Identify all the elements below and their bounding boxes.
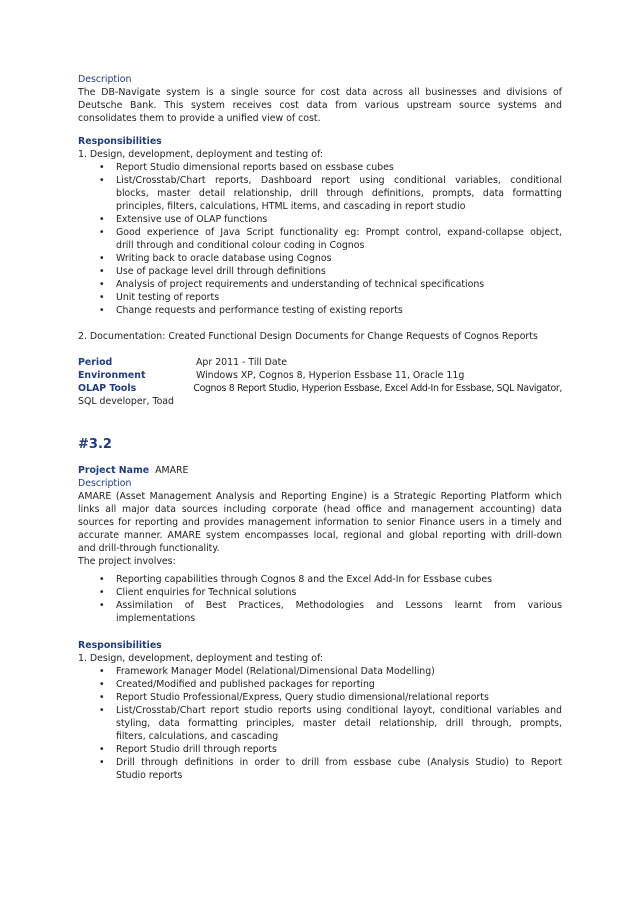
description-heading: Description bbox=[78, 74, 132, 85]
description-line: AMARE (Asset Management Analysis and Reporting Engine) is a Strategic Reporting Platform which bbox=[78, 491, 562, 502]
environment-label: Environment bbox=[78, 370, 146, 381]
section-heading: #3.2 bbox=[78, 437, 112, 452]
period-row bbox=[78, 356, 562, 369]
list-item: • Writing back to oracle database using Cognos bbox=[99, 253, 332, 264]
list-item: • Drill through definitions in order to drill from essbase cube (Analysis Studio) to Report Studio reports bbox=[99, 757, 562, 781]
list-item: • Assimilation of Best Practices, Methodologies and Lessons learnt from various implementations bbox=[99, 600, 562, 624]
responsibility-list bbox=[99, 665, 562, 782]
involves-list bbox=[99, 573, 562, 625]
olap-label: OLAP Tools bbox=[78, 383, 137, 394]
list-item: • Extensive use of OLAP functions bbox=[99, 214, 268, 225]
list-item: • Change requests and performance testing of existing reports bbox=[99, 305, 403, 316]
numbered-item: 1. Design, development, deployment and testing of: bbox=[78, 653, 324, 664]
environment-value: Windows XP, Cognos 8, Hyperion Essbase 11, Oracle 11g bbox=[196, 370, 465, 381]
project-name-value: AMARE bbox=[155, 465, 189, 476]
list-item: • Unit testing of reports bbox=[99, 292, 220, 303]
description-line: consolidates them to provide a unified view of cost. bbox=[78, 113, 321, 124]
list-item: • Analysis of project requirements and understanding of technical specifications bbox=[99, 279, 485, 290]
description-line: and drill-through functionality. bbox=[78, 543, 220, 554]
list-item: • Client enquiries for Technical solutions bbox=[99, 587, 297, 598]
description-heading: Description bbox=[78, 478, 132, 489]
project-name-row bbox=[78, 464, 562, 477]
numbered-item: 1. Design, development, deployment and testing of: bbox=[78, 149, 324, 160]
responsibilities-heading: Responsibilities bbox=[78, 136, 162, 147]
list-item: • List/Crosstab/Chart reports, Dashboard report using conditional variables, conditional blocks, master detail relationship, drill through definitions, prompts, data formatting principles, filters, calculations, HTML items, and cascading in report studio bbox=[99, 175, 562, 212]
list-item: • Framework Manager Model (Relational/Dimensional Data Modelling) bbox=[99, 666, 435, 677]
description-line: sources for reporting and provides management information to senior Finance users in a timely and bbox=[78, 517, 562, 528]
description-line: accurate manner. AMARE system encompasses local, regional and global reporting with drill-down bbox=[78, 530, 562, 541]
involves-label: The project involves: bbox=[78, 556, 176, 567]
list-item: • List/Crosstab/Chart report studio reports using conditional layoyt, conditional variables and styling, data formatting principles, master detail relationship, drill through, prompts, filters, calculations, and cascading bbox=[99, 705, 562, 742]
project-name-label: Project Name bbox=[78, 465, 150, 476]
numbered-item: 2. Documentation: Created Functional Design Documents for Change Requests of Cognos Reports bbox=[78, 331, 538, 342]
list-item: • Use of package level drill through definitions bbox=[99, 266, 326, 277]
environment-row bbox=[78, 369, 562, 382]
description-line: Deutsche Bank. This system receives cost data from various upstream source systems and bbox=[78, 100, 562, 111]
period-label: Period bbox=[78, 357, 113, 368]
list-item: • Reporting capabilities through Cognos 8 and the Excel Add-In for Essbase cubes bbox=[99, 574, 492, 585]
description-line: links all major data sources including corporate (head office and management accounting) data bbox=[78, 504, 562, 515]
responsibility-list bbox=[99, 161, 562, 317]
period-value: Apr 2011 - Till Date bbox=[196, 357, 288, 368]
list-item: • Created/Modified and published packages for reporting bbox=[99, 679, 375, 690]
olap-value-continued: SQL developer, Toad bbox=[78, 396, 175, 407]
resume-page bbox=[78, 73, 562, 782]
list-item: • Good experience of Java Script functionality eg: Prompt control, expand-collapse object, drill through and conditional colour coding in Cognos bbox=[99, 227, 562, 251]
responsibilities-heading: Responsibilities bbox=[78, 640, 162, 651]
list-item: • Report Studio drill through reports bbox=[99, 744, 277, 755]
description-line: The DB-Navigate system is a single source for cost data across all businesses and divisions of bbox=[78, 87, 562, 98]
olap-row bbox=[78, 382, 562, 395]
olap-value: Cognos 8 Report Studio, Hyperion Essbase, Excel Add-In for Essbase, SQL Navigator, bbox=[193, 383, 562, 394]
list-item: • Report Studio dimensional reports based on essbase cubes bbox=[99, 162, 394, 173]
list-item: • Report Studio Professional/Express, Query studio dimensional/relational reports bbox=[99, 692, 489, 703]
